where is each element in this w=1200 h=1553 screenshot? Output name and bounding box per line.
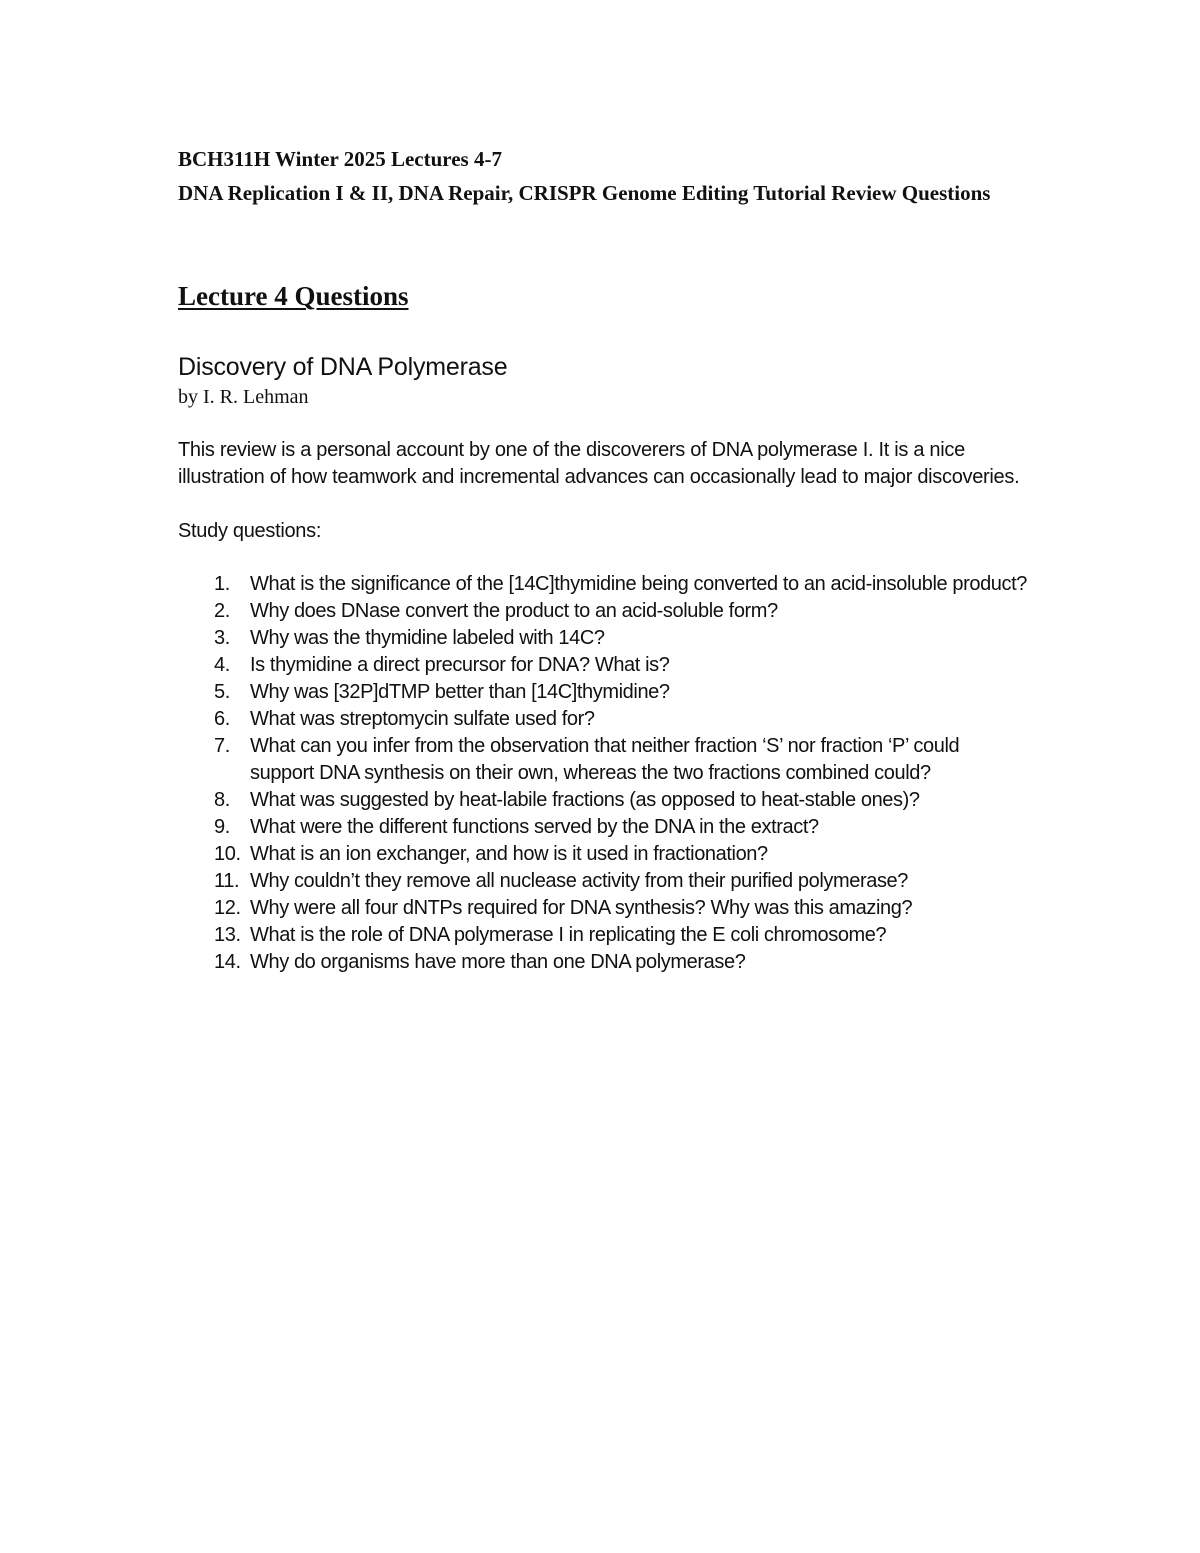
question-item — [178, 598, 1028, 625]
question-item — [178, 841, 1028, 868]
question-text: Why do organisms have more than one DNA polymerase? — [250, 951, 746, 973]
question-text: Is thymidine a direct precursor for DNA? What is? — [250, 654, 670, 676]
question-text: What is an ion exchanger, and how is it used in fractionation? — [250, 843, 768, 865]
article-title: Discovery of DNA Polymerase — [178, 353, 508, 381]
question-number: 8. — [214, 789, 230, 811]
article-author: by I. R. Lehman — [178, 386, 309, 408]
question-item — [178, 895, 1028, 922]
question-text: Why does DNase convert the product to an acid-soluble form? — [250, 600, 778, 622]
question-number: 9. — [214, 816, 230, 838]
question-number: 3. — [214, 627, 230, 649]
question-text: What can you infer from the observation that neither fraction ‘S’ nor fraction ‘P’ could support DNA synthesis on their own, whereas the two fractions combined could? — [250, 735, 960, 784]
question-item — [178, 949, 1028, 976]
question-number: 4. — [214, 654, 230, 676]
question-text: What were the different functions served by the DNA in the extract? — [250, 816, 819, 838]
question-text: What was streptomycin sulfate used for? — [250, 708, 595, 730]
question-number: 2. — [214, 600, 230, 622]
question-item — [178, 571, 1028, 598]
question-number: 14. — [214, 951, 241, 973]
question-text: Why couldn’t they remove all nuclease activity from their purified polymerase? — [250, 870, 908, 892]
question-item — [178, 922, 1028, 949]
section-heading: Lecture 4 Questions — [178, 281, 409, 311]
question-item — [178, 652, 1028, 679]
question-text: What was suggested by heat-labile fractions (as opposed to heat-stable ones)? — [250, 789, 920, 811]
question-text: Why was [32P]dTMP better than [14C]thymidine? — [250, 681, 670, 703]
document-subtitle: DNA Replication I & II, DNA Repair, CRISPR Genome Editing Tutorial Review Questions — [178, 181, 991, 205]
question-number: 1. — [214, 573, 230, 595]
course-title: BCH311H Winter 2025 Lectures 4-7 — [178, 147, 502, 171]
question-item — [178, 868, 1028, 895]
question-number: 6. — [214, 708, 230, 730]
question-item — [178, 679, 1028, 706]
question-number: 10. — [214, 843, 241, 865]
document-content — [178, 146, 1028, 976]
study-questions-label: Study questions: — [178, 520, 322, 542]
question-number: 7. — [214, 735, 230, 757]
question-number: 5. — [214, 681, 230, 703]
question-text: What is the significance of the [14C]thymidine being converted to an acid-insoluble product? — [250, 573, 1028, 595]
article-intro: This review is a personal account by one of the discoverers of DNA polymerase I. It is a nice illustration of how teamwork and incremental advances can occasionally lead to major discoveries. — [178, 439, 1020, 488]
question-number: 13. — [214, 924, 241, 946]
question-item — [178, 787, 1028, 814]
question-item — [178, 706, 1028, 733]
question-text: What is the role of DNA polymerase I in replicating the E coli chromosome? — [250, 924, 887, 946]
question-text: Why were all four dNTPs required for DNA synthesis? Why was this amazing? — [250, 897, 913, 919]
question-number: 12. — [214, 897, 241, 919]
question-item — [178, 733, 1028, 787]
question-list — [178, 571, 1028, 976]
question-item — [178, 814, 1028, 841]
question-item — [178, 625, 1028, 652]
question-number: 11. — [214, 870, 240, 892]
question-text: Why was the thymidine labeled with 14C? — [250, 627, 605, 649]
